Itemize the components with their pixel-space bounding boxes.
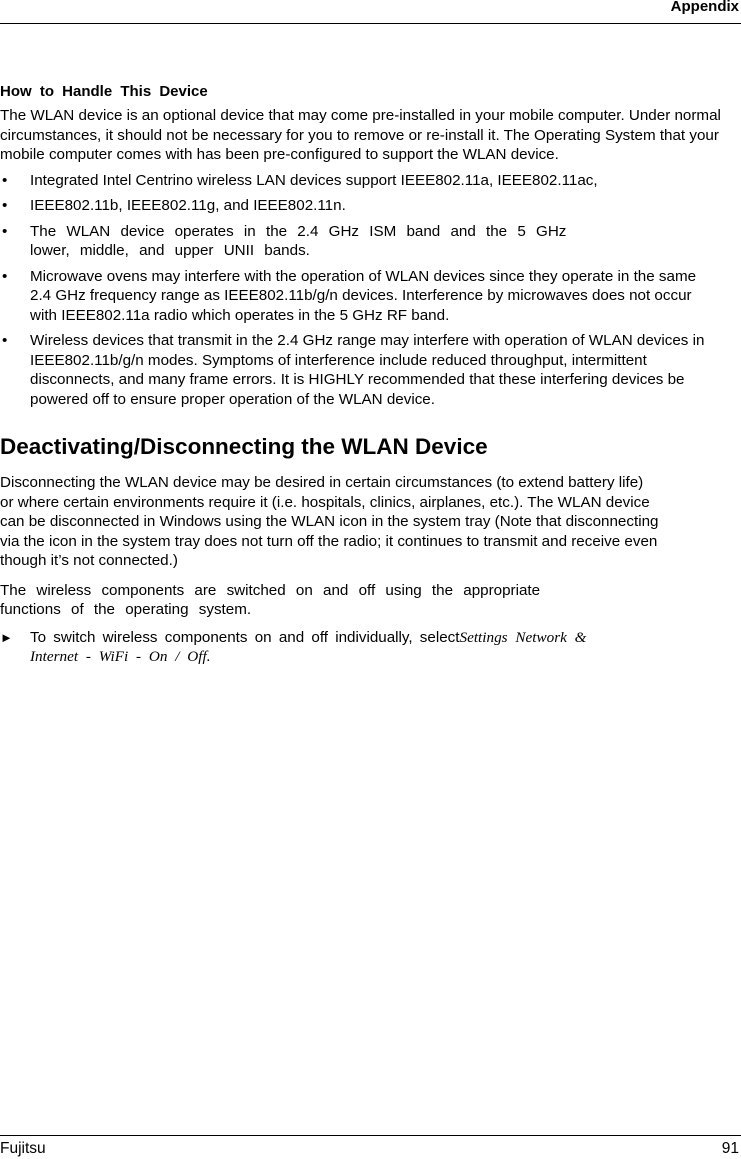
bullet-item [0,222,590,261]
wireless-components-paragraph: The wireless components are switched on and off using the appropriate functions of the operating system. [0,581,541,618]
footer-divider [0,1135,741,1136]
page-content [0,82,741,667]
instruction-step [0,628,630,667]
bullet-text: Microwave ovens may interfere with the operation of WLAN devices since they operate in the same 2.4 GHz frequency range as IEEE802.11b/g/n devices. Interference by microwaves does not occur with IEEE802.11a radio which operates in the 5 GHz RF band. [30,267,697,324]
footer-page-number: 91 [721,1140,739,1157]
bullet-text: Integrated Intel Centrino wireless LAN devices support IEEE802.11a, IEEE802.11ac, [30,171,598,189]
triangle-arrow-icon: ► [0,629,13,645]
bullet-dot-icon: • [2,197,8,214]
bullet-text: IEEE802.11b, IEEE802.11g, and IEEE802.11n. [30,197,346,214]
step-text: To switch wireless components on and off individually, select [30,628,460,646]
disconnect-paragraph: Disconnecting the WLAN device may be desired in certain circumstances (to extend battery life) or where certain environments require it (i.e. hospitals, clinics, airplanes, etc.). The WLAN device can be disconnected in Windows using the WLAN icon in the system tray (Note that disconnecting via the icon in the system tray does not turn off the radio; it continues to transmit and receive even though it’s not connected.) [0,474,659,569]
bullet-text: The WLAN device operates in the 2.4 GHz ISM band and the 5 GHz lower, middle, and upper UNII bands. [30,222,567,259]
wlan-bullet-list [0,171,741,410]
bullet-item [0,171,700,191]
bullet-dot-icon: • [2,267,8,285]
bullet-item [0,267,708,326]
bullet-text: Wireless devices that transmit in the 2.4 GHz range may interfere with operation of WLAN devices in IEEE802.11b/g/n modes. Symptoms of interference include reduced throughput, intermittent disconnects, and many frame errors. It is HIGHLY recommended that these interfering devices be powered off to ensure proper operation of the WLAN device. [30,332,705,408]
footer-brand: Fujitsu [0,1140,46,1157]
settings-path: Settings Network & Internet - WiFi - On / Off. [30,628,587,665]
page-header-title: Appendix [670,0,739,15]
section-heading-deactivating: Deactivating/Disconnecting the WLAN Device [0,434,488,459]
subheading-how-to-handle: How to Handle This Device [0,83,208,100]
bullet-dot-icon: • [2,222,8,240]
bullet-item [0,196,700,216]
bullet-dot-icon: • [2,171,8,189]
bullet-dot-icon: • [2,332,8,349]
bullet-item [0,331,710,409]
header-divider [0,23,741,24]
intro-paragraph: The WLAN device is an optional device that may come pre-installed in your mobile computer. Under normal circumstances, it should not be necessary for you to remove or re-install it. The Operating System that your mobile computer comes with has been pre-configured to support the WLAN device. [0,107,721,163]
